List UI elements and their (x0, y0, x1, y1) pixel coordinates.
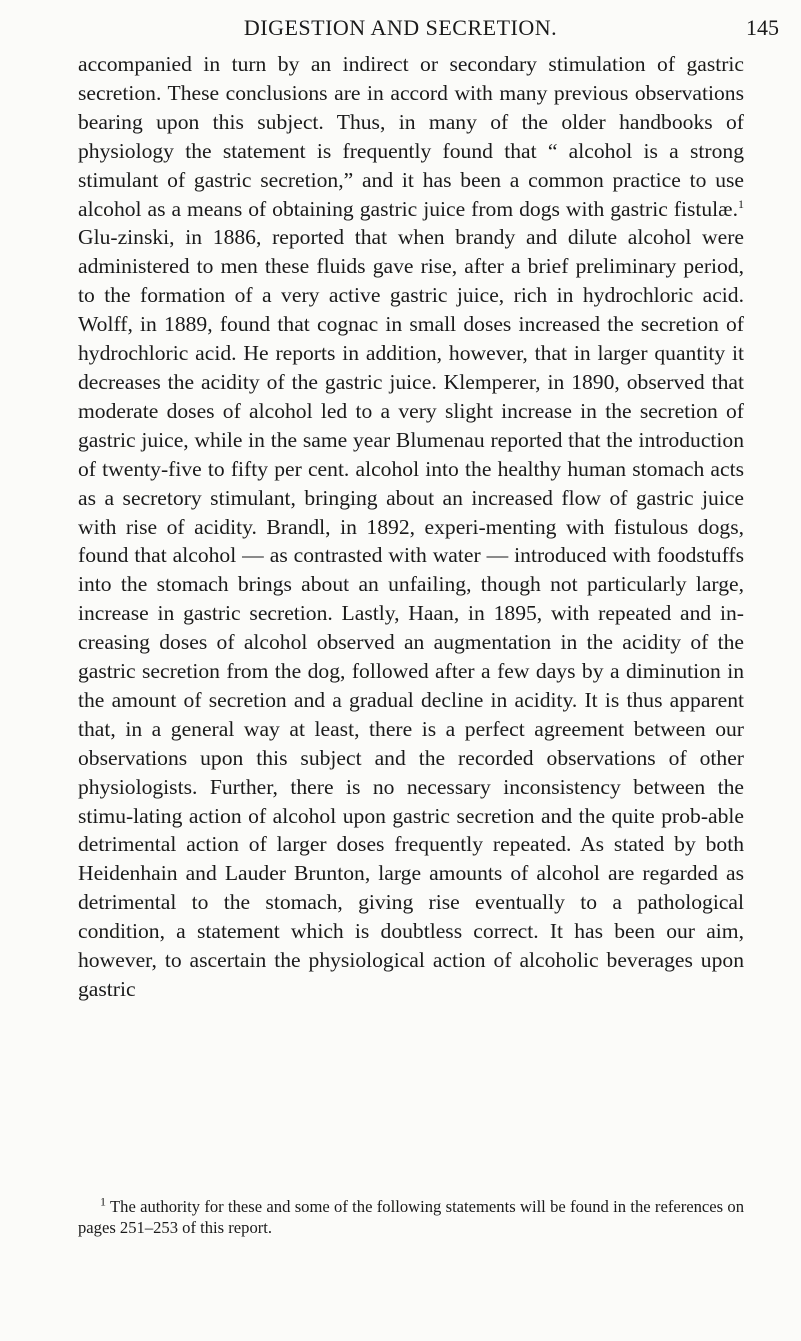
footnote-paragraph (78, 1196, 744, 1238)
paragraph-text-part1: accompanied in turn by an indirect or secondary stimulation of gastric secretion. These conclusions are in accord with many previous observations bearing upon this subject. Thus, in many of the older handbooks of physiology the statement is frequently found that “ alcohol is a strong stimulant of gastric secretion,” and it has been a common practice to use alcohol as a means of obtaining gastric juice from dogs with gastric fistulæ. (78, 52, 744, 221)
footnote-marker: 1 (100, 1194, 106, 1209)
running-head: DIGESTION AND SECRETION. (243, 15, 558, 40)
page-header (0, 10, 801, 46)
footnote-text: The authority for these and some of the following statements will be found in the references on pages 251–253 of this report. (78, 1197, 744, 1237)
main-paragraph (78, 50, 744, 1004)
footnote-reference: 1 (738, 196, 744, 211)
page-number: 145 (746, 15, 779, 40)
body-text (78, 50, 744, 1004)
footnote (78, 1196, 744, 1238)
paragraph-text-part2: Glu-zinski, in 1886, reported that when brandy and dilute alcohol were administered to men these fluids gave rise, after a brief preliminary period, to the formation of a very active gastric juice, rich in hydrochloric acid. Wolff, in 1889, found that cognac in small doses increased the secretion of hydrochloric acid. He reports in addition, however, that in larger quantity it decreases the acidity of the gastric juice. Klemperer, in 1890, observed that moderate doses of alcohol led to a very slight increase in the secretion of gastric juice, while in the same year Blumenau reported that the introduction of twenty-five to fifty per cent. alcohol into the healthy human stomach acts as a secretory stimulant, bringing about an increased flow of gastric juice with rise of acidity. Brandl, in 1892, experi-menting with fistulous dogs, found that alcohol — as contrasted with water — introduced with foodstuffs into the stomach brings about an unfailing, though not particularly large, increase in gastric secretion. Lastly, Haan, in 1895, with repeated and in-creasing doses of alcohol observed an augmentation in the acidity of the gastric secretion from the dog, followed after a few days by a diminution in the amount of secretion and a gradual decline in acidity. It is thus apparent that, in a general way at least, there is a perfect agreement between our observations upon this subject and the recorded observations of other physiologists. Further, there is no necessary inconsistency between the stimu-lating action of alcohol upon gastric secretion and the quite prob-able detrimental action of larger doses frequently repeated. As stated by both Heidenhain and Lauder Brunton, large amounts of alcohol are regarded as detrimental to the stomach, giving rise eventually to a pathological condition, a statement which is doubtless correct. It has been our aim, however, to ascertain the physiological action of alcoholic beverages upon gastric (78, 225, 744, 1001)
